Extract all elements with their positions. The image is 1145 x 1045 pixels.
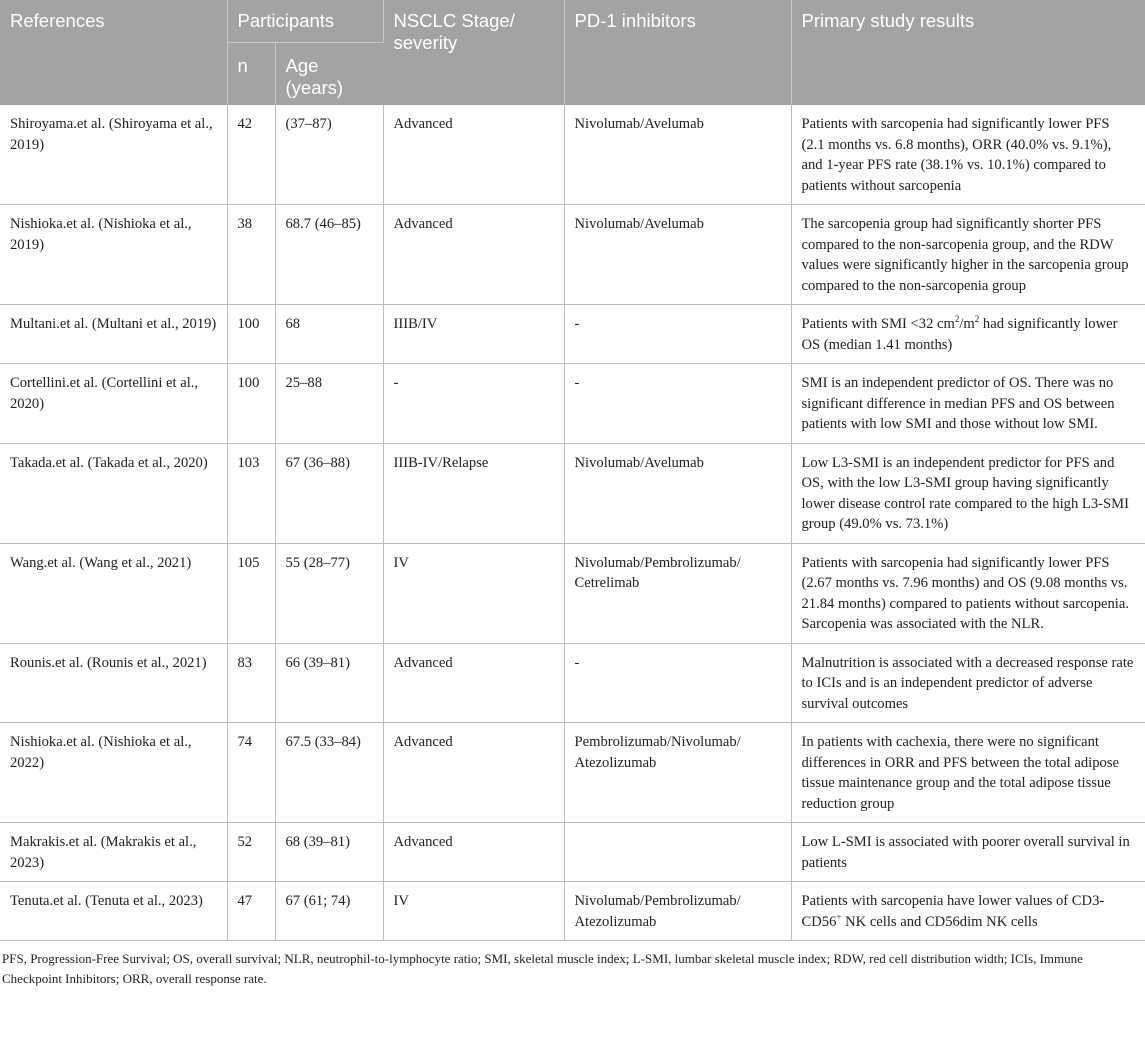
cell-age: 68 — [275, 305, 383, 364]
cell-age: 66 (39–81) — [275, 643, 383, 723]
cell-n: 100 — [227, 364, 275, 444]
cell-stage: Advanced — [383, 205, 564, 305]
results-text: Patients with SMI <32 cm — [801, 316, 955, 332]
cell-reference: Nishioka.et al. (Nishioka et al., 2019) — [0, 205, 227, 305]
cell-age: (37–87) — [275, 105, 383, 205]
cell-inhibitors: Nivolumab/Avelumab — [564, 443, 791, 543]
cell-results: SMI is an independent predictor of OS. There was no significant difference in median PFS and OS between patients with low SMI and those without low SMI. — [791, 364, 1145, 444]
cell-inhibitors: Nivolumab/Avelumab — [564, 205, 791, 305]
results-text: had significantly lower OS (median 1.41 months) — [801, 316, 1118, 353]
cell-reference: Wang.et al. (Wang et al., 2021) — [0, 543, 227, 643]
cell-stage: Advanced — [383, 723, 564, 823]
cell-reference: Multani.et al. (Multani et al., 2019) — [0, 305, 227, 364]
cell-stage: Advanced — [383, 823, 564, 882]
cell-results: Low L-SMI is associated with poorer overall survival in patients — [791, 823, 1145, 882]
cell-reference: Cortellini.et al. (Cortellini et al., 2020) — [0, 364, 227, 444]
table-row — [0, 443, 1145, 543]
table-row — [0, 723, 1145, 823]
table-header — [0, 0, 1145, 105]
cell-inhibitors: Nivolumab/Pembrolizumab/ Cetrelimab — [564, 543, 791, 643]
cell-n: 105 — [227, 543, 275, 643]
cell-n: 74 — [227, 723, 275, 823]
cell-n: 83 — [227, 643, 275, 723]
header-inhibitors: PD-1 inhibitors — [564, 0, 791, 105]
cell-n: 42 — [227, 105, 275, 205]
header-n: n — [227, 43, 275, 106]
cell-age: 25–88 — [275, 364, 383, 444]
header-stage: NSCLC Stage/ severity — [383, 0, 564, 105]
header-references: References — [0, 0, 227, 105]
cell-stage: IV — [383, 882, 564, 941]
cell-age: 67 (36–88) — [275, 443, 383, 543]
header-results: Primary study results — [791, 0, 1145, 105]
cell-stage: IIIB-IV/Relapse — [383, 443, 564, 543]
cell-stage: - — [383, 364, 564, 444]
results-text: Patients with sarcopenia have lower values of CD3-CD56 — [801, 893, 1105, 930]
cell-reference: Takada.et al. (Takada et al., 2020) — [0, 443, 227, 543]
results-text: NK cells and CD56dim NK cells — [841, 913, 1038, 930]
cell-n: 52 — [227, 823, 275, 882]
cell-n: 38 — [227, 205, 275, 305]
cell-results — [791, 305, 1145, 364]
cell-inhibitors — [564, 823, 791, 882]
cell-inhibitors: - — [564, 643, 791, 723]
results-superscript: + — [836, 911, 842, 922]
cell-results: Malnutrition is associated with a decreased response rate to ICIs and is an independent predictor of adverse survival outcomes — [791, 643, 1145, 723]
cell-results: The sarcopenia group had significantly shorter PFS compared to the non-sarcopenia group, and the RDW values were significantly higher in the sarcopenia group compared to the non-sarcopenia group — [791, 205, 1145, 305]
cell-inhibitors: - — [564, 305, 791, 364]
cell-age: 67 (61; 74) — [275, 882, 383, 941]
cell-reference: Makrakis.et al. (Makrakis et al., 2023) — [0, 823, 227, 882]
table-row — [0, 643, 1145, 723]
cell-stage: Advanced — [383, 105, 564, 205]
cell-reference: Tenuta.et al. (Tenuta et al., 2023) — [0, 882, 227, 941]
cell-n: 103 — [227, 443, 275, 543]
table-row — [0, 205, 1145, 305]
results-superscript: 2 — [974, 314, 980, 325]
cell-inhibitors: Nivolumab/Avelumab — [564, 105, 791, 205]
cell-n: 47 — [227, 882, 275, 941]
cell-inhibitors: Pembrolizumab/Nivolumab/ Atezolizumab — [564, 723, 791, 823]
cell-results: In patients with cachexia, there were no significant differences in ORR and PFS between the total adipose tissue maintenance group and the total adipose tissue reduction group — [791, 723, 1145, 823]
cell-reference: Shiroyama.et al. (Shiroyama et al., 2019) — [0, 105, 227, 205]
table-row — [0, 882, 1145, 941]
table-row — [0, 105, 1145, 205]
table-body — [0, 105, 1145, 941]
table-row — [0, 305, 1145, 364]
cell-results — [791, 882, 1145, 941]
cell-age: 55 (28–77) — [275, 543, 383, 643]
table-footnote: PFS, Progression-Free Survival; OS, overall survival; NLR, neutrophil-to-lymphocyte ratio; SMI, skeletal muscle index; L-SMI, lumbar skeletal muscle index; RDW, red cell distribution width; ICIs, Immune Checkpoint Inhibitors; ORR, overall response rate. — [2, 951, 1083, 986]
header-participants: Participants — [227, 0, 383, 43]
cell-stage: IV — [383, 543, 564, 643]
results-text: /m — [959, 316, 975, 332]
cell-n: 100 — [227, 305, 275, 364]
cell-results: Patients with sarcopenia had significantly lower PFS (2.1 months vs. 6.8 months), ORR (40.0% vs. 9.1%), and 1-year PFS rate (38.1% vs. 10.1%) compared to patients without sarcopenia — [791, 105, 1145, 205]
header-age: Age (years) — [275, 43, 383, 106]
cell-inhibitors: Nivolumab/Pembrolizumab/ Atezolizumab — [564, 882, 791, 941]
cell-age: 68 (39–81) — [275, 823, 383, 882]
cell-reference: Nishioka.et al. (Nishioka et al., 2022) — [0, 723, 227, 823]
cell-results: Low L3-SMI is an independent predictor for PFS and OS, with the low L3-SMI group having significantly lower disease control rate compared to the high L3-SMI group (49.0% vs. 73.1%) — [791, 443, 1145, 543]
results-superscript: 2 — [954, 314, 960, 325]
cell-stage: IIIB/IV — [383, 305, 564, 364]
cell-inhibitors: - — [564, 364, 791, 444]
cell-reference: Rounis.et al. (Rounis et al., 2021) — [0, 643, 227, 723]
table-row — [0, 364, 1145, 444]
cell-stage: Advanced — [383, 643, 564, 723]
cell-results: Patients with sarcopenia had significantly lower PFS (2.67 months vs. 7.96 months) and OS (9.08 months vs. 21.84 months) compared to patients without sarcopenia. Sarcopenia was associated with the NLR. — [791, 543, 1145, 643]
table-row — [0, 823, 1145, 882]
cell-age: 68.7 (46–85) — [275, 205, 383, 305]
table-row — [0, 543, 1145, 643]
cell-age: 67.5 (33–84) — [275, 723, 383, 823]
